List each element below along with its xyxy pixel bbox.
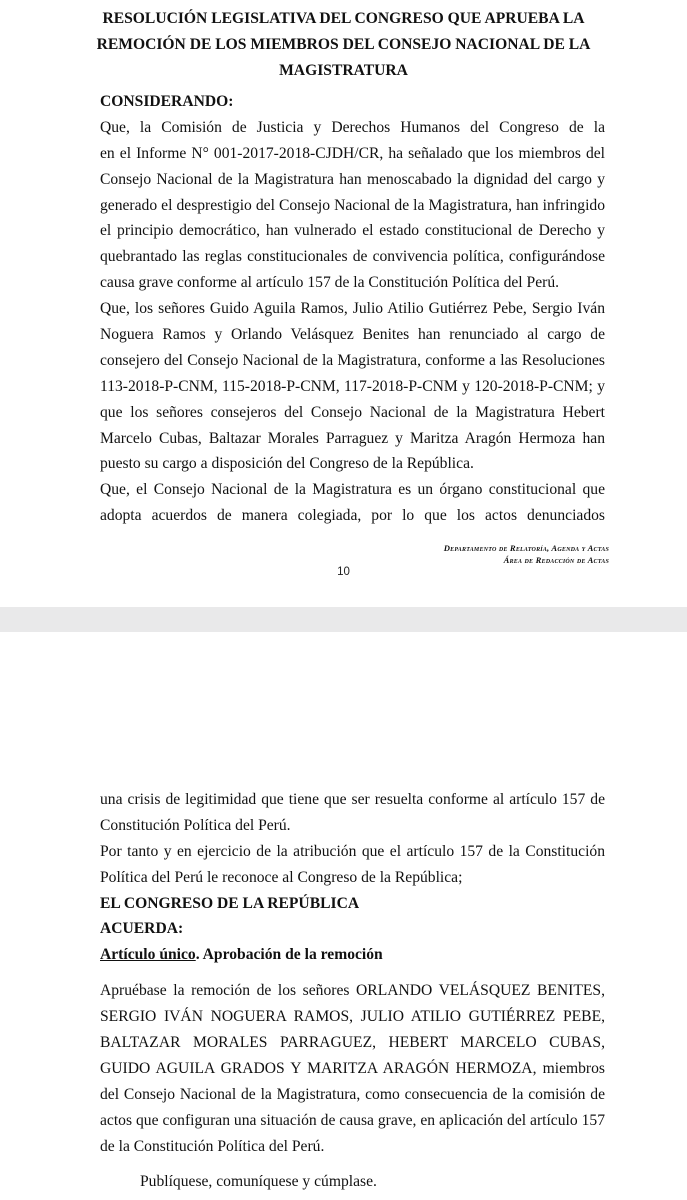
text-line: Constitución Política del Perú. — [100, 816, 291, 834]
text-line: Que, el Consejo Nacional de la Magistratura es un órgano constitucional que — [100, 481, 605, 499]
article-heading — [100, 942, 605, 968]
text-line: Que, la Comisión de Justicia y Derechos Humanos del Congreso de la — [100, 118, 605, 136]
text-line: Consejo Nacional de la Magistratura han menoscabado la dignidad del cargo y — [100, 170, 605, 188]
resolution-title — [60, 6, 627, 84]
text-line: de la Constitución Política del Perú. — [100, 1137, 325, 1155]
text-line: puesto su cargo a disposición del Congreso de la República. — [100, 455, 474, 473]
article-label: Artículo único — [100, 946, 196, 964]
paragraph-2 — [100, 296, 605, 477]
resolution-continuation — [100, 787, 605, 1195]
text-line: el principio democrático, han vulnerado el estado constitucional de Derecho y — [100, 222, 605, 240]
text-line: Que, los señores Guido Aguila Ramos, Julio Atilio Gutiérrez Pebe, Sergio Iván — [100, 300, 605, 318]
considerando-section — [100, 89, 605, 529]
document-page-11 — [0, 632, 687, 1200]
text-line: Marcelo Cubas, Baltazar Morales Parraguez y Maritza Aragón Hermoza han — [100, 429, 605, 447]
text-line: causa grave conforme al artículo 157 de la Constitución Política del Perú. — [100, 274, 560, 292]
title-line: RESOLUCIÓN LEGISLATIVA DEL CONGRESO QUE APRUEBA LA — [102, 10, 585, 27]
considerando-heading: CONSIDERANDO: — [100, 93, 234, 110]
text-line: 113-2018-P-CNM, 115-2018-P-CNM, 117-2018-P-CNM y 120-2018-P-CNM; y — [100, 377, 605, 395]
text-line: generado el desprestigio del Consejo Nacional de la Magistratura, han infringido — [100, 196, 605, 214]
text-line: Noguera Ramos y Orlando Velásquez Benites han renunciado al cargo de — [100, 326, 605, 344]
text-line: GUIDO AGUILA GRADOS Y MARITZA ARAGÓN HERMOZA, miembros — [100, 1059, 605, 1077]
congreso-heading: EL CONGRESO DE LA REPÚBLICA — [100, 894, 360, 912]
closing-formula: Publíquese, comuníquese y cúmplase. — [140, 1173, 377, 1191]
footer-area: Área de Redacción de Actas — [503, 554, 609, 565]
paragraph-1 — [100, 115, 605, 296]
continuation-paragraph — [100, 787, 605, 839]
text-line: actos que configuran una situación de causa grave, en aplicación del artículo 157 — [100, 1111, 605, 1129]
text-line: una crisis de legitimidad que tiene que ser resuelta conforme al artículo 157 de — [100, 791, 605, 808]
text-line: consejero del Consejo Nacional de la Magistratura, conforme a las Resoluciones — [100, 351, 605, 369]
paragraph-3 — [100, 477, 605, 529]
title-line: REMOCIÓN DE LOS MIEMBROS DEL CONSEJO NACIONAL DE LA — [96, 36, 591, 53]
text-line: del Consejo Nacional de la Magistratura, como consecuencia de la comisión de — [100, 1085, 605, 1103]
page-footer — [444, 543, 609, 566]
text-line: quebrantado las reglas constitucionales de convivencia política, configurándose — [100, 248, 605, 266]
page-number: 10 — [337, 566, 350, 578]
text-line: SERGIO IVÁN NOGUERA RAMOS, JULIO ATILIO GUTIÉRREZ PEBE, — [100, 1008, 605, 1026]
acuerda-heading: ACUERDA: — [100, 920, 184, 938]
text-line: adopta acuerdos de manera colegiada, por lo que los actos denunciados — [100, 507, 605, 525]
title-line: MAGISTRATURA — [279, 62, 408, 79]
text-line: Por tanto y en ejercicio de la atribución que el artículo 157 de la Constitución — [100, 842, 605, 860]
text-line: Apruébase la remoción de los señores ORLANDO VELÁSQUEZ BENITES, — [100, 982, 605, 1000]
portanto-paragraph — [100, 839, 605, 891]
text-line: en el Informe N° 001-2017-2018-CJDH/CR, ha señalado que los miembros del — [100, 144, 605, 162]
article-body — [100, 978, 605, 1159]
article-title: . Aprobación de la remoción — [195, 946, 383, 964]
text-line: que los señores consejeros del Consejo Nacional de la Magistratura Hebert — [100, 403, 605, 421]
text-line: Política del Perú le reconoce al Congreso de la República; — [100, 868, 463, 886]
text-line: BALTAZAR MORALES PARRAGUEZ, HEBERT MARCELO CUBAS, — [100, 1034, 605, 1052]
footer-department: Departamento de Relatoría, Agenda y Actas — [443, 543, 609, 553]
